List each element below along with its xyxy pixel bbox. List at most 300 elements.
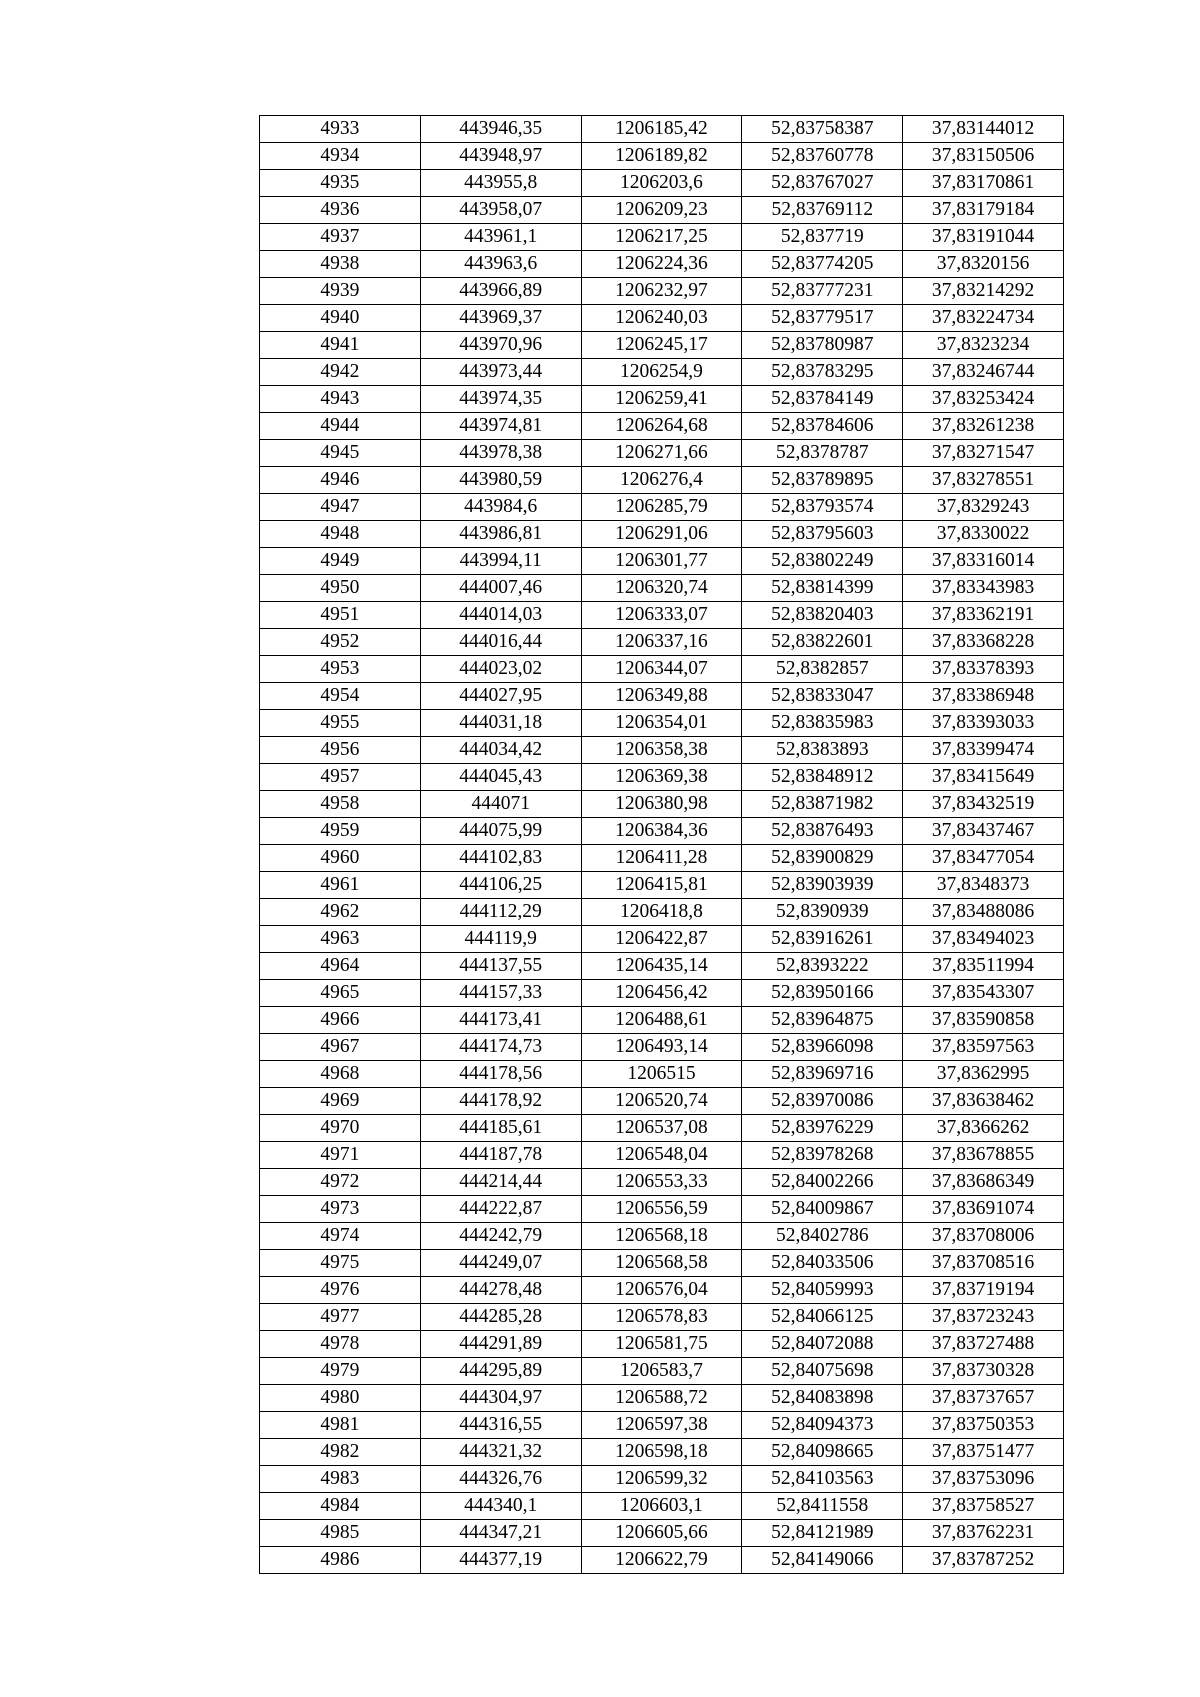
point-number-cell: 4985 — [260, 1520, 421, 1547]
table-row — [260, 413, 1064, 440]
table-row — [260, 494, 1064, 521]
point-number-cell: 4937 — [260, 224, 421, 251]
y-coordinate-cell: 1206456,42 — [581, 980, 742, 1007]
y-coordinate-cell: 1206358,38 — [581, 737, 742, 764]
x-coordinate-cell: 443948,97 — [420, 143, 581, 170]
point-number-cell: 4969 — [260, 1088, 421, 1115]
x-coordinate-cell: 443978,38 — [420, 440, 581, 467]
y-coordinate-cell: 1206553,33 — [581, 1169, 742, 1196]
table-row — [260, 251, 1064, 278]
x-coordinate-cell: 444075,99 — [420, 818, 581, 845]
coordinates-table-body — [260, 116, 1064, 1574]
latitude-cell: 52,8383893 — [742, 737, 903, 764]
point-number-cell: 4953 — [260, 656, 421, 683]
latitude-cell: 52,8378787 — [742, 440, 903, 467]
x-coordinate-cell: 444285,28 — [420, 1304, 581, 1331]
point-number-cell: 4954 — [260, 683, 421, 710]
y-coordinate-cell: 1206588,72 — [581, 1385, 742, 1412]
point-number-cell: 4957 — [260, 764, 421, 791]
latitude-cell: 52,84066125 — [742, 1304, 903, 1331]
point-number-cell: 4970 — [260, 1115, 421, 1142]
point-number-cell: 4963 — [260, 926, 421, 953]
latitude-cell: 52,83903939 — [742, 872, 903, 899]
longitude-cell: 37,83730328 — [903, 1358, 1064, 1385]
table-row — [260, 278, 1064, 305]
latitude-cell: 52,83964875 — [742, 1007, 903, 1034]
x-coordinate-cell: 444377,19 — [420, 1547, 581, 1574]
longitude-cell: 37,83316014 — [903, 548, 1064, 575]
y-coordinate-cell: 1206380,98 — [581, 791, 742, 818]
point-number-cell: 4979 — [260, 1358, 421, 1385]
longitude-cell: 37,83437467 — [903, 818, 1064, 845]
table-row — [260, 1466, 1064, 1493]
latitude-cell: 52,83900829 — [742, 845, 903, 872]
latitude-cell: 52,8393222 — [742, 953, 903, 980]
x-coordinate-cell: 444316,55 — [420, 1412, 581, 1439]
latitude-cell: 52,83848912 — [742, 764, 903, 791]
x-coordinate-cell: 444222,87 — [420, 1196, 581, 1223]
point-number-cell: 4974 — [260, 1223, 421, 1250]
table-row — [260, 1304, 1064, 1331]
table-row — [260, 548, 1064, 575]
longitude-cell: 37,83362191 — [903, 602, 1064, 629]
point-number-cell: 4950 — [260, 575, 421, 602]
longitude-cell: 37,83686349 — [903, 1169, 1064, 1196]
x-coordinate-cell: 444174,73 — [420, 1034, 581, 1061]
x-coordinate-cell: 444347,21 — [420, 1520, 581, 1547]
y-coordinate-cell: 1206245,17 — [581, 332, 742, 359]
y-coordinate-cell: 1206337,16 — [581, 629, 742, 656]
y-coordinate-cell: 1206189,82 — [581, 143, 742, 170]
longitude-cell: 37,83719194 — [903, 1277, 1064, 1304]
table-row — [260, 926, 1064, 953]
latitude-cell: 52,83758387 — [742, 116, 903, 143]
latitude-cell: 52,83833047 — [742, 683, 903, 710]
longitude-cell: 37,83343983 — [903, 575, 1064, 602]
longitude-cell: 37,83751477 — [903, 1439, 1064, 1466]
latitude-cell: 52,83835983 — [742, 710, 903, 737]
table-row — [260, 683, 1064, 710]
point-number-cell: 4952 — [260, 629, 421, 656]
y-coordinate-cell: 1206203,6 — [581, 170, 742, 197]
longitude-cell: 37,83170861 — [903, 170, 1064, 197]
point-number-cell: 4972 — [260, 1169, 421, 1196]
latitude-cell: 52,83777231 — [742, 278, 903, 305]
point-number-cell: 4967 — [260, 1034, 421, 1061]
longitude-cell: 37,83494023 — [903, 926, 1064, 953]
point-number-cell: 4978 — [260, 1331, 421, 1358]
latitude-cell: 52,8402786 — [742, 1223, 903, 1250]
longitude-cell: 37,83477054 — [903, 845, 1064, 872]
table-row — [260, 170, 1064, 197]
y-coordinate-cell: 1206333,07 — [581, 602, 742, 629]
latitude-cell: 52,83802249 — [742, 548, 903, 575]
x-coordinate-cell: 444187,78 — [420, 1142, 581, 1169]
point-number-cell: 4958 — [260, 791, 421, 818]
longitude-cell: 37,83750353 — [903, 1412, 1064, 1439]
table-row — [260, 1034, 1064, 1061]
latitude-cell: 52,83950166 — [742, 980, 903, 1007]
latitude-cell: 52,83969716 — [742, 1061, 903, 1088]
latitude-cell: 52,84075698 — [742, 1358, 903, 1385]
y-coordinate-cell: 1206418,8 — [581, 899, 742, 926]
longitude-cell: 37,83597563 — [903, 1034, 1064, 1061]
x-coordinate-cell: 444119,9 — [420, 926, 581, 953]
point-number-cell: 4936 — [260, 197, 421, 224]
longitude-cell: 37,83543307 — [903, 980, 1064, 1007]
table-row — [260, 1088, 1064, 1115]
point-number-cell: 4943 — [260, 386, 421, 413]
y-coordinate-cell: 1206224,36 — [581, 251, 742, 278]
point-number-cell: 4984 — [260, 1493, 421, 1520]
y-coordinate-cell: 1206598,18 — [581, 1439, 742, 1466]
y-coordinate-cell: 1206344,07 — [581, 656, 742, 683]
y-coordinate-cell: 1206597,38 — [581, 1412, 742, 1439]
longitude-cell: 37,83708516 — [903, 1250, 1064, 1277]
table-row — [260, 791, 1064, 818]
longitude-cell: 37,83638462 — [903, 1088, 1064, 1115]
latitude-cell: 52,84103563 — [742, 1466, 903, 1493]
x-coordinate-cell: 444027,95 — [420, 683, 581, 710]
y-coordinate-cell: 1206285,79 — [581, 494, 742, 521]
longitude-cell: 37,83678855 — [903, 1142, 1064, 1169]
latitude-cell: 52,83793574 — [742, 494, 903, 521]
latitude-cell: 52,83784606 — [742, 413, 903, 440]
latitude-cell: 52,83780987 — [742, 332, 903, 359]
latitude-cell: 52,83976229 — [742, 1115, 903, 1142]
point-number-cell: 4933 — [260, 116, 421, 143]
y-coordinate-cell: 1206271,66 — [581, 440, 742, 467]
table-row — [260, 1277, 1064, 1304]
latitude-cell: 52,8382857 — [742, 656, 903, 683]
y-coordinate-cell: 1206254,9 — [581, 359, 742, 386]
y-coordinate-cell: 1206605,66 — [581, 1520, 742, 1547]
table-row — [260, 1223, 1064, 1250]
longitude-cell: 37,83590858 — [903, 1007, 1064, 1034]
y-coordinate-cell: 1206209,23 — [581, 197, 742, 224]
point-number-cell: 4934 — [260, 143, 421, 170]
longitude-cell: 37,83246744 — [903, 359, 1064, 386]
table-row — [260, 1250, 1064, 1277]
x-coordinate-cell: 444173,41 — [420, 1007, 581, 1034]
latitude-cell: 52,83978268 — [742, 1142, 903, 1169]
longitude-cell: 37,8330022 — [903, 521, 1064, 548]
x-coordinate-cell: 444242,79 — [420, 1223, 581, 1250]
table-row — [260, 1331, 1064, 1358]
longitude-cell: 37,83432519 — [903, 791, 1064, 818]
x-coordinate-cell: 443970,96 — [420, 332, 581, 359]
y-coordinate-cell: 1206422,87 — [581, 926, 742, 953]
x-coordinate-cell: 444023,02 — [420, 656, 581, 683]
x-coordinate-cell: 444071 — [420, 791, 581, 818]
y-coordinate-cell: 1206411,28 — [581, 845, 742, 872]
table-row — [260, 1385, 1064, 1412]
latitude-cell: 52,83916261 — [742, 926, 903, 953]
point-number-cell: 4971 — [260, 1142, 421, 1169]
table-row — [260, 1115, 1064, 1142]
table-row — [260, 1061, 1064, 1088]
table-row — [260, 467, 1064, 494]
table-row — [260, 899, 1064, 926]
y-coordinate-cell: 1206291,06 — [581, 521, 742, 548]
point-number-cell: 4959 — [260, 818, 421, 845]
table-row — [260, 332, 1064, 359]
y-coordinate-cell: 1206349,88 — [581, 683, 742, 710]
longitude-cell: 37,8320156 — [903, 251, 1064, 278]
y-coordinate-cell: 1206583,7 — [581, 1358, 742, 1385]
x-coordinate-cell: 444034,42 — [420, 737, 581, 764]
point-number-cell: 4962 — [260, 899, 421, 926]
x-coordinate-cell: 444291,89 — [420, 1331, 581, 1358]
table-row — [260, 1142, 1064, 1169]
latitude-cell: 52,83767027 — [742, 170, 903, 197]
point-number-cell: 4966 — [260, 1007, 421, 1034]
longitude-cell: 37,83150506 — [903, 143, 1064, 170]
latitude-cell: 52,83822601 — [742, 629, 903, 656]
point-number-cell: 4977 — [260, 1304, 421, 1331]
x-coordinate-cell: 444102,83 — [420, 845, 581, 872]
point-number-cell: 4941 — [260, 332, 421, 359]
y-coordinate-cell: 1206520,74 — [581, 1088, 742, 1115]
x-coordinate-cell: 443994,11 — [420, 548, 581, 575]
point-number-cell: 4956 — [260, 737, 421, 764]
longitude-cell: 37,83191044 — [903, 224, 1064, 251]
x-coordinate-cell: 443974,81 — [420, 413, 581, 440]
longitude-cell: 37,8329243 — [903, 494, 1064, 521]
latitude-cell: 52,83876493 — [742, 818, 903, 845]
longitude-cell: 37,83691074 — [903, 1196, 1064, 1223]
x-coordinate-cell: 443986,81 — [420, 521, 581, 548]
x-coordinate-cell: 444007,46 — [420, 575, 581, 602]
latitude-cell: 52,83789895 — [742, 467, 903, 494]
latitude-cell: 52,837719 — [742, 224, 903, 251]
x-coordinate-cell: 444157,33 — [420, 980, 581, 1007]
point-number-cell: 4980 — [260, 1385, 421, 1412]
longitude-cell: 37,83224734 — [903, 305, 1064, 332]
y-coordinate-cell: 1206232,97 — [581, 278, 742, 305]
y-coordinate-cell: 1206185,42 — [581, 116, 742, 143]
latitude-cell: 52,84033506 — [742, 1250, 903, 1277]
x-coordinate-cell: 444045,43 — [420, 764, 581, 791]
x-coordinate-cell: 444278,48 — [420, 1277, 581, 1304]
table-row — [260, 872, 1064, 899]
y-coordinate-cell: 1206568,18 — [581, 1223, 742, 1250]
point-number-cell: 4968 — [260, 1061, 421, 1088]
latitude-cell: 52,84072088 — [742, 1331, 903, 1358]
longitude-cell: 37,83386948 — [903, 683, 1064, 710]
x-coordinate-cell: 444249,07 — [420, 1250, 581, 1277]
latitude-cell: 52,84002266 — [742, 1169, 903, 1196]
x-coordinate-cell: 443961,1 — [420, 224, 581, 251]
longitude-cell: 37,83278551 — [903, 467, 1064, 494]
table-row — [260, 386, 1064, 413]
point-number-cell: 4942 — [260, 359, 421, 386]
table-row — [260, 575, 1064, 602]
latitude-cell: 52,84059993 — [742, 1277, 903, 1304]
table-row — [260, 1007, 1064, 1034]
point-number-cell: 4981 — [260, 1412, 421, 1439]
table-row — [260, 440, 1064, 467]
longitude-cell: 37,83378393 — [903, 656, 1064, 683]
x-coordinate-cell: 444214,44 — [420, 1169, 581, 1196]
table-row — [260, 359, 1064, 386]
table-row — [260, 845, 1064, 872]
table-row — [260, 629, 1064, 656]
longitude-cell: 37,83737657 — [903, 1385, 1064, 1412]
point-number-cell: 4939 — [260, 278, 421, 305]
point-number-cell: 4938 — [260, 251, 421, 278]
x-coordinate-cell: 444326,76 — [420, 1466, 581, 1493]
longitude-cell: 37,83144012 — [903, 116, 1064, 143]
x-coordinate-cell: 444031,18 — [420, 710, 581, 737]
y-coordinate-cell: 1206276,4 — [581, 467, 742, 494]
table-row — [260, 1358, 1064, 1385]
longitude-cell: 37,83708006 — [903, 1223, 1064, 1250]
point-number-cell: 4947 — [260, 494, 421, 521]
longitude-cell: 37,83723243 — [903, 1304, 1064, 1331]
y-coordinate-cell: 1206537,08 — [581, 1115, 742, 1142]
latitude-cell: 52,83783295 — [742, 359, 903, 386]
y-coordinate-cell: 1206217,25 — [581, 224, 742, 251]
y-coordinate-cell: 1206435,14 — [581, 953, 742, 980]
table-row — [260, 764, 1064, 791]
longitude-cell: 37,83758527 — [903, 1493, 1064, 1520]
longitude-cell: 37,83214292 — [903, 278, 1064, 305]
y-coordinate-cell: 1206581,75 — [581, 1331, 742, 1358]
y-coordinate-cell: 1206568,58 — [581, 1250, 742, 1277]
x-coordinate-cell: 444016,44 — [420, 629, 581, 656]
latitude-cell: 52,8390939 — [742, 899, 903, 926]
latitude-cell: 52,83769112 — [742, 197, 903, 224]
x-coordinate-cell: 444178,56 — [420, 1061, 581, 1088]
latitude-cell: 52,8411558 — [742, 1493, 903, 1520]
x-coordinate-cell: 443958,07 — [420, 197, 581, 224]
y-coordinate-cell: 1206556,59 — [581, 1196, 742, 1223]
latitude-cell: 52,84121989 — [742, 1520, 903, 1547]
table-row — [260, 116, 1064, 143]
x-coordinate-cell: 444112,29 — [420, 899, 581, 926]
table-row — [260, 1493, 1064, 1520]
longitude-cell: 37,83271547 — [903, 440, 1064, 467]
y-coordinate-cell: 1206354,01 — [581, 710, 742, 737]
longitude-cell: 37,83787252 — [903, 1547, 1064, 1574]
x-coordinate-cell: 443963,6 — [420, 251, 581, 278]
table-row — [260, 818, 1064, 845]
latitude-cell: 52,83871982 — [742, 791, 903, 818]
table-row — [260, 980, 1064, 1007]
y-coordinate-cell: 1206576,04 — [581, 1277, 742, 1304]
longitude-cell: 37,83399474 — [903, 737, 1064, 764]
x-coordinate-cell: 444340,1 — [420, 1493, 581, 1520]
longitude-cell: 37,8348373 — [903, 872, 1064, 899]
point-number-cell: 4951 — [260, 602, 421, 629]
point-number-cell: 4983 — [260, 1466, 421, 1493]
point-number-cell: 4964 — [260, 953, 421, 980]
table-row — [260, 143, 1064, 170]
point-number-cell: 4940 — [260, 305, 421, 332]
y-coordinate-cell: 1206369,38 — [581, 764, 742, 791]
point-number-cell: 4961 — [260, 872, 421, 899]
x-coordinate-cell: 443955,8 — [420, 170, 581, 197]
y-coordinate-cell: 1206320,74 — [581, 575, 742, 602]
y-coordinate-cell: 1206603,1 — [581, 1493, 742, 1520]
latitude-cell: 52,84009867 — [742, 1196, 903, 1223]
x-coordinate-cell: 444295,89 — [420, 1358, 581, 1385]
point-number-cell: 4965 — [260, 980, 421, 1007]
point-number-cell: 4955 — [260, 710, 421, 737]
y-coordinate-cell: 1206264,68 — [581, 413, 742, 440]
table-row — [260, 1412, 1064, 1439]
longitude-cell: 37,8366262 — [903, 1115, 1064, 1142]
table-row — [260, 305, 1064, 332]
longitude-cell: 37,83179184 — [903, 197, 1064, 224]
latitude-cell: 52,84083898 — [742, 1385, 903, 1412]
longitude-cell: 37,83415649 — [903, 764, 1064, 791]
x-coordinate-cell: 444185,61 — [420, 1115, 581, 1142]
y-coordinate-cell: 1206259,41 — [581, 386, 742, 413]
point-number-cell: 4982 — [260, 1439, 421, 1466]
latitude-cell: 52,83814399 — [742, 575, 903, 602]
table-row — [260, 602, 1064, 629]
longitude-cell: 37,8323234 — [903, 332, 1064, 359]
y-coordinate-cell: 1206384,36 — [581, 818, 742, 845]
latitude-cell: 52,83966098 — [742, 1034, 903, 1061]
x-coordinate-cell: 444178,92 — [420, 1088, 581, 1115]
point-number-cell: 4973 — [260, 1196, 421, 1223]
table-row — [260, 1439, 1064, 1466]
latitude-cell: 52,83795603 — [742, 521, 903, 548]
x-coordinate-cell: 444137,55 — [420, 953, 581, 980]
y-coordinate-cell: 1206578,83 — [581, 1304, 742, 1331]
latitude-cell: 52,83784149 — [742, 386, 903, 413]
table-row — [260, 710, 1064, 737]
longitude-cell: 37,83393033 — [903, 710, 1064, 737]
table-row — [260, 197, 1064, 224]
point-number-cell: 4948 — [260, 521, 421, 548]
latitude-cell: 52,83820403 — [742, 602, 903, 629]
table-row — [260, 1547, 1064, 1574]
latitude-cell: 52,84098665 — [742, 1439, 903, 1466]
table-row — [260, 1196, 1064, 1223]
longitude-cell: 37,83488086 — [903, 899, 1064, 926]
x-coordinate-cell: 444014,03 — [420, 602, 581, 629]
y-coordinate-cell: 1206240,03 — [581, 305, 742, 332]
x-coordinate-cell: 443973,44 — [420, 359, 581, 386]
longitude-cell: 37,83762231 — [903, 1520, 1064, 1547]
x-coordinate-cell: 443980,59 — [420, 467, 581, 494]
point-number-cell: 4975 — [260, 1250, 421, 1277]
table-row — [260, 521, 1064, 548]
y-coordinate-cell: 1206493,14 — [581, 1034, 742, 1061]
longitude-cell: 37,83253424 — [903, 386, 1064, 413]
point-number-cell: 4945 — [260, 440, 421, 467]
longitude-cell: 37,83368228 — [903, 629, 1064, 656]
point-number-cell: 4976 — [260, 1277, 421, 1304]
latitude-cell: 52,83774205 — [742, 251, 903, 278]
point-number-cell: 4935 — [260, 170, 421, 197]
y-coordinate-cell: 1206301,77 — [581, 548, 742, 575]
y-coordinate-cell: 1206515 — [581, 1061, 742, 1088]
table-row — [260, 1520, 1064, 1547]
x-coordinate-cell: 444304,97 — [420, 1385, 581, 1412]
y-coordinate-cell: 1206599,32 — [581, 1466, 742, 1493]
x-coordinate-cell: 443984,6 — [420, 494, 581, 521]
point-number-cell: 4960 — [260, 845, 421, 872]
longitude-cell: 37,83727488 — [903, 1331, 1064, 1358]
longitude-cell: 37,83511994 — [903, 953, 1064, 980]
x-coordinate-cell: 444106,25 — [420, 872, 581, 899]
longitude-cell: 37,83261238 — [903, 413, 1064, 440]
